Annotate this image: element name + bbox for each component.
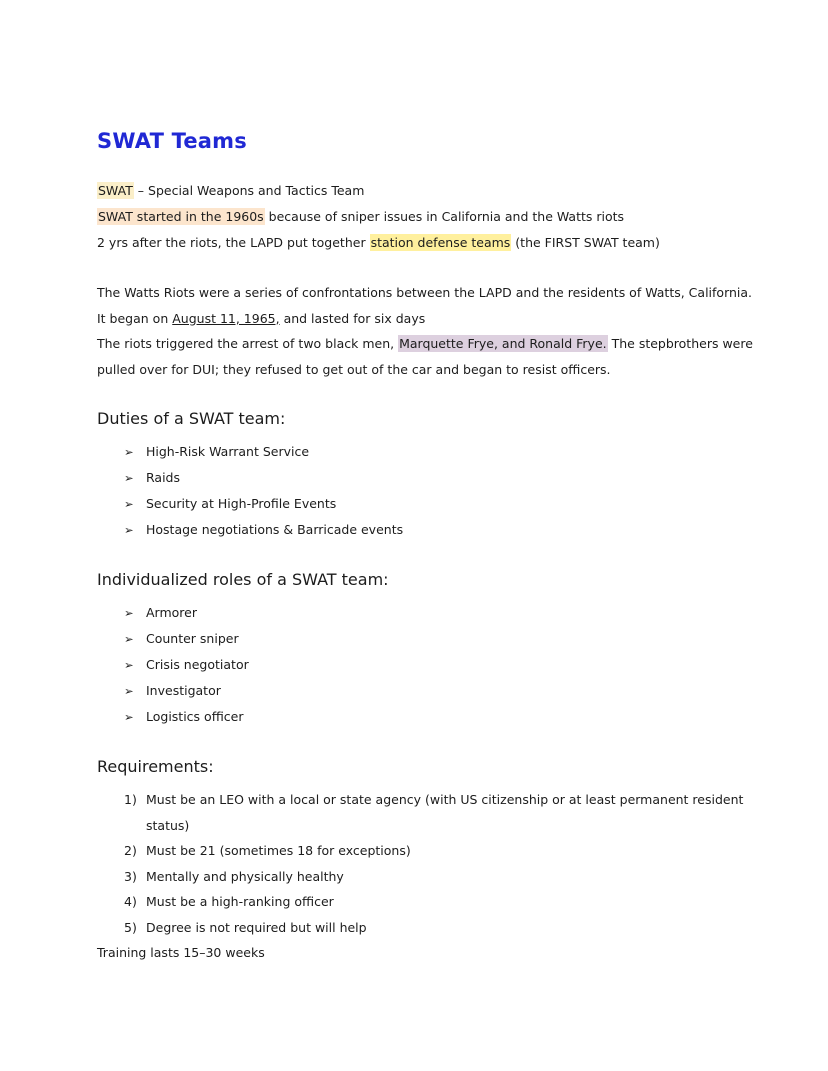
- highlighted-text: SWAT started in the 1960s: [98, 209, 264, 224]
- list-item-text: Must be 21 (sometimes 18 for exceptions): [146, 843, 411, 858]
- highlighted-text: SWAT: [98, 183, 133, 198]
- arrow-bullet-icon: ➢: [124, 684, 134, 698]
- requirements-heading: Requirements:: [97, 757, 214, 776]
- list-item-text: Mentally and physically healthy: [146, 868, 344, 884]
- list-item: [97, 439, 731, 465]
- text-line: [97, 230, 731, 256]
- numbered-item: [97, 864, 731, 890]
- arrow-bullet-icon: ➢: [124, 632, 134, 646]
- underlined-text: August 11, 1965,: [172, 310, 280, 326]
- list-item-text: status): [146, 817, 190, 833]
- item-number: 1): [124, 792, 137, 807]
- list-item: [97, 517, 731, 543]
- list-item-text: High-Risk Warrant Service: [146, 444, 310, 459]
- list-item: [97, 491, 731, 517]
- list-item-text: Investigator: [146, 683, 221, 698]
- item-number: 5): [124, 919, 137, 935]
- text-line: pulled over for DUI; they refused to get out of the car and began to resist officers.: [97, 361, 611, 377]
- numbered-item: [97, 838, 731, 864]
- duties-heading: Duties of a SWAT team:: [97, 409, 286, 428]
- watts-riots-section: [97, 280, 753, 382]
- text-line: [97, 306, 731, 332]
- text-run: The stepbrothers were: [607, 336, 753, 351]
- text-run: (the FIRST SWAT team): [511, 235, 660, 250]
- arrow-bullet-icon: ➢: [124, 497, 134, 511]
- list-item-text: Must be an LEO with a local or state agency (with US citizenship or at least permanent resident: [146, 792, 744, 807]
- numbered-item: [97, 787, 744, 813]
- list-item-text: Security at High-Profile Events: [146, 496, 337, 511]
- highlighted-text: Marquette Frye, and Ronald Frye.: [399, 336, 607, 351]
- text-run: – Special Weapons and Tactics Team: [133, 183, 365, 198]
- roles-heading: Individualized roles of a SWAT team:: [97, 570, 389, 589]
- text-line: [97, 331, 753, 357]
- text-run: and lasted for six days: [279, 310, 426, 326]
- duties-list: [97, 439, 731, 543]
- text-run: The riots triggered the arrest of two black men,: [97, 336, 399, 351]
- list-item-text: Logistics officer: [146, 709, 244, 724]
- list-item: [97, 652, 731, 678]
- item-number: 3): [124, 868, 137, 884]
- intro-section: [97, 178, 731, 256]
- list-item-text: Must be a high-ranking officer: [146, 894, 334, 909]
- roles-list: [97, 600, 731, 730]
- training-note: Training lasts 15–30 weeks: [97, 945, 265, 960]
- highlighted-text: station defense teams: [370, 235, 511, 250]
- list-item-text: Armorer: [146, 605, 197, 620]
- arrow-bullet-icon: ➢: [124, 523, 134, 537]
- list-item: [97, 600, 731, 626]
- list-item: [97, 465, 731, 491]
- numbered-item-continuation: [97, 813, 731, 839]
- text-run: 2 yrs after the riots, the LAPD put together: [97, 235, 370, 250]
- arrow-bullet-icon: ➢: [124, 471, 134, 485]
- list-item-text: Raids: [146, 470, 180, 485]
- numbered-item: [97, 889, 731, 915]
- arrow-bullet-icon: ➢: [124, 710, 134, 724]
- list-item: [97, 678, 731, 704]
- text-line: [97, 204, 731, 230]
- arrow-bullet-icon: ➢: [124, 606, 134, 620]
- arrow-bullet-icon: ➢: [124, 445, 134, 459]
- text-run: because of sniper issues in California and the Watts riots: [264, 209, 625, 224]
- list-item-text: Hostage negotiations & Barricade events: [146, 522, 404, 537]
- text-line: The Watts Riots were a series of confrontations between the LAPD and the residents of Watts, California.: [97, 285, 753, 300]
- requirements-list: [97, 787, 744, 940]
- list-item: [97, 704, 731, 730]
- list-item: [97, 626, 731, 652]
- list-item-text: Crisis negotiator: [146, 657, 249, 672]
- doc-title: SWAT Teams: [97, 129, 247, 153]
- arrow-bullet-icon: ➢: [124, 658, 134, 672]
- item-number: 2): [124, 843, 137, 858]
- text-line: [97, 178, 731, 204]
- list-item-text: Degree is not required but will help: [146, 919, 367, 935]
- text-run: It began on: [97, 310, 173, 326]
- item-number: 4): [124, 894, 137, 909]
- numbered-item: [97, 915, 731, 941]
- list-item-text: Counter sniper: [146, 631, 239, 646]
